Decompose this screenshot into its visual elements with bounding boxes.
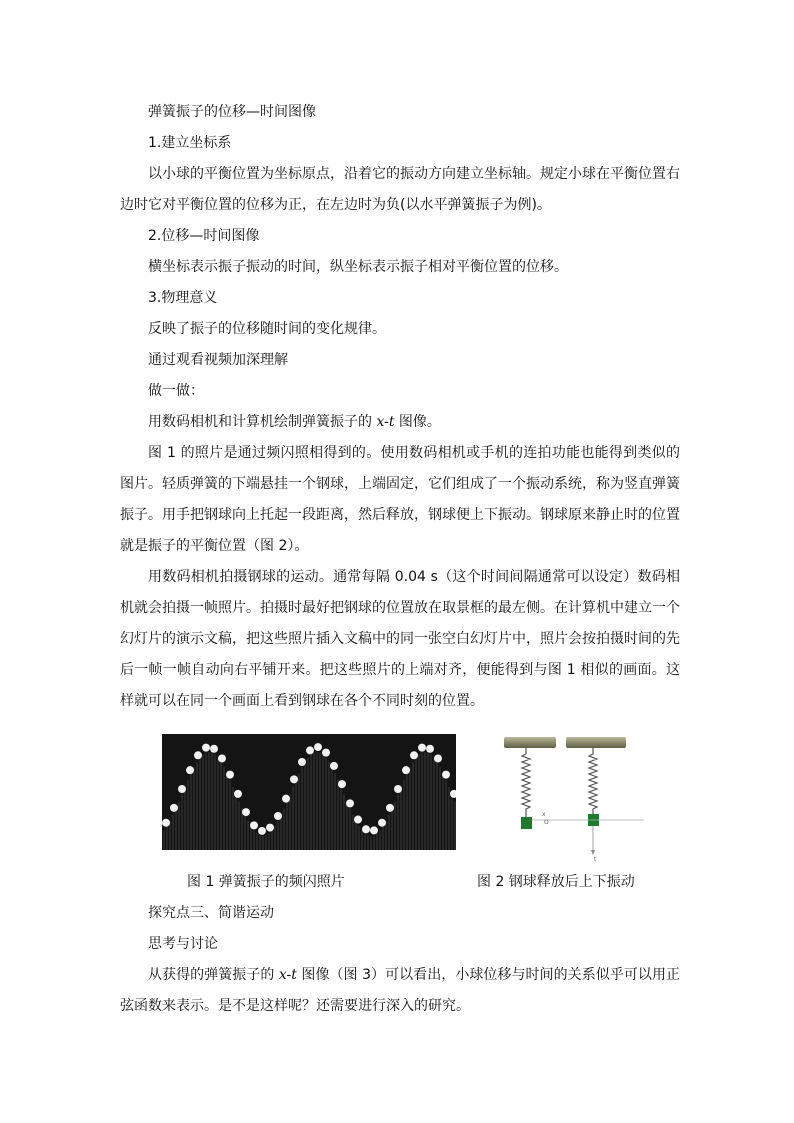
right-support-bar (566, 737, 626, 748)
figure-spring-oscillator (496, 734, 646, 864)
strobe-ball (274, 812, 282, 820)
strobe-ball (410, 751, 418, 759)
strobe-ball (450, 790, 456, 798)
try-text-b: 图像。 (394, 414, 441, 430)
section-title: 弹簧振子的位移—时间图像 (148, 104, 316, 120)
strobe-ball (226, 771, 234, 779)
heading-think-discuss: 思考与讨论 (148, 936, 218, 952)
try-text-a: 用数码相机和计算机绘制弹簧振子的 (148, 414, 377, 430)
strobe-ball (330, 762, 338, 770)
heading-xt-graph: 2.位移—时间图像 (148, 228, 260, 244)
strobe-ball (218, 754, 226, 762)
strobe-ball (346, 799, 354, 807)
strobe-ball (170, 804, 178, 812)
strobe-ball (306, 746, 314, 754)
strobe-ball (186, 766, 194, 774)
strobe-ball (202, 744, 210, 752)
strobe-ball (378, 819, 386, 827)
strobe-ball (234, 790, 242, 798)
strobe-ball (442, 771, 450, 779)
think-variable: x-t (278, 967, 297, 983)
strobe-ball (298, 758, 306, 766)
strobe-ball (426, 745, 434, 753)
spring-diagram (496, 734, 646, 864)
paragraph-physical-meaning: 反映了振子的位移随时间的变化规律。 (148, 321, 386, 337)
think-text-a: 从获得的弹簧振子的 (148, 967, 279, 983)
strobe-ball (282, 795, 290, 803)
strobe-ball (418, 744, 426, 752)
strobe-ball (370, 826, 378, 834)
right-spring (589, 748, 597, 814)
try-heading: 做一做： (148, 383, 204, 399)
strobe-photo-image (162, 734, 456, 850)
strobe-ball (362, 825, 370, 833)
strobe-ball (434, 754, 442, 762)
strobe-ball (250, 821, 258, 829)
strobe-ball (322, 749, 330, 757)
paragraph-strobe-photo: 图 1 的照片是通过频闪照相得到的。使用数码相机或手机的连拍功能也能得到类似的图片。轻质弹簧的下端悬挂一个钢球，上端固定，它们组成了一个振动系统，称为竖直弹簧振子。用手把钢球向上托起一段距离，然后释放，钢球便上下振动。钢球原来静止时的位置就是振子的平衡位置（图 2）。 (120, 445, 680, 554)
label-t: t (594, 856, 597, 863)
heading-coordinate-system: 1.建立坐标系 (148, 135, 232, 151)
heading-simple-harmonic: 探究点三、简谐运动 (148, 905, 274, 921)
strobe-ball (162, 819, 170, 827)
strobe-ball (314, 743, 322, 751)
try-paragraph (120, 407, 680, 438)
strobe-ball (266, 824, 274, 832)
figure2-caption: 图 2 钢球释放后上下振动 (477, 874, 635, 890)
paragraph-coordinate-system: 以小球的平衡位置为坐标原点，沿着它的振动方向建立坐标轴。规定小球在平衡位置右边时它对平衡位置的位移为正，在左边时为负(以水平弹簧振子为例)。 (120, 166, 680, 213)
strobe-ball (402, 766, 410, 774)
strobe-ball (194, 751, 202, 759)
paragraph-camera-method: 用数码相机拍摄钢球的运动。通常每隔 0.04 s（这个时间间隔通常可以设定）数码相机就会拍摄一帧照片。拍摄时最好把钢球的位置放在取景框的最左侧。在计算机中建立一个幻灯片的演示文稿，把这些照片插入文稿中的同一张空白幻灯片中，照片会按拍摄时间的先后一帧一帧自动向右平铺开来。把这些照片的上端对齐，便能得到与图 1 相似的画面。这样就可以在同一个画面上看到钢球在各个不同时刻的位置。 (120, 569, 680, 709)
left-steel-ball (521, 817, 532, 829)
figure-strobe-photo (162, 734, 456, 850)
label-x: x (542, 811, 546, 818)
strobe-ball (354, 816, 362, 824)
left-support-bar (504, 737, 556, 748)
figure1-caption: 图 1 弹簧振子的频闪照片 (187, 874, 345, 890)
heading-physical-meaning: 3.物理意义 (148, 290, 218, 306)
paragraph-think-discuss (120, 960, 680, 1022)
paragraph-xt-graph: 横坐标表示振子振动的时间，纵坐标表示振子相对平衡位置的位移。 (148, 259, 568, 275)
left-spring (522, 748, 530, 817)
strobe-ball (290, 775, 298, 783)
strobe-ball (386, 804, 394, 812)
axis-arrow-icon (591, 850, 595, 855)
strobe-ball (210, 745, 218, 753)
video-line: 通过观看视频加深理解 (148, 352, 288, 368)
strobe-ball (338, 780, 346, 788)
strobe-ball (178, 785, 186, 793)
think-text-b: 图像（图 3）可以看出，小球位移与时间的关系似乎可以用正弦函数来表示。是不是这样呢？还需要进行深入的研究。 (120, 967, 680, 1014)
label-o: O (544, 819, 549, 826)
strobe-ball (242, 808, 250, 816)
strobe-ball (258, 827, 266, 835)
try-variable: x-t (376, 414, 395, 430)
strobe-ball (394, 785, 402, 793)
